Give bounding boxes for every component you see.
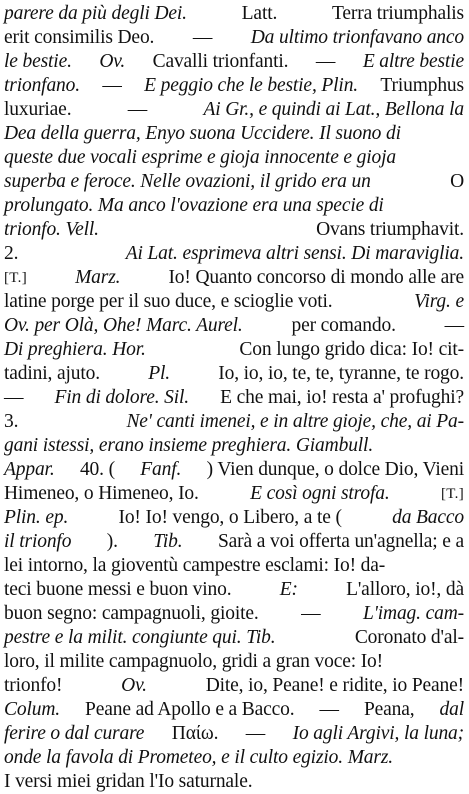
text-segment: parere da più degli Dei. — [4, 3, 187, 24]
text-segment: Ov. per Olà, Ohe! Marc. Aurel. — [4, 315, 243, 336]
text-line — [4, 50, 464, 74]
text-line — [4, 122, 464, 146]
text-line — [4, 218, 464, 242]
text-segment: pestre e la milit. congiunte qui. Tib. — [4, 627, 276, 648]
text-segment: dal — [439, 699, 464, 720]
text-segment: E: — [279, 579, 298, 600]
text-segment: E peggio che le bestie, Plin. — [144, 75, 359, 96]
text-segment: Virg. e — [414, 291, 464, 312]
text-segment: Ov. — [99, 51, 126, 72]
text-line — [4, 170, 464, 194]
text-segment: Io! Quanto concorso di mondo alle are — [168, 267, 464, 288]
text-line — [4, 626, 464, 650]
text-segment: Sarà a voi offerta un'agnella; e a — [217, 531, 464, 552]
text-segment: I versi miei gridan l'Io saturnale. — [4, 771, 253, 792]
text-line — [4, 98, 464, 122]
text-segment: Dite, io, Peane! e ridite, io Peane! — [205, 675, 464, 696]
text-line — [4, 242, 464, 266]
text-line — [4, 314, 464, 338]
text-segment: per comando. — [291, 315, 396, 336]
text-line — [4, 74, 464, 98]
text-segment: E che mai, io! resta a' profughi? — [220, 387, 464, 408]
text-segment: loro, il milite campagnuolo, gridi a gran voce: Io! — [4, 651, 383, 672]
text-segment: latine porge per il suo duce, e scioglie voti. — [4, 291, 333, 312]
text-segment: [T.] — [441, 486, 464, 502]
text-segment: superba e feroce. Nelle ovazioni, il grido era un — [4, 171, 371, 192]
text-segment: Peana, — [363, 699, 415, 720]
text-line — [4, 554, 464, 578]
text-segment: ferire o dal curare — [4, 723, 145, 744]
text-segment: L'imag. cam- — [363, 603, 464, 624]
text-segment: — — [102, 75, 122, 96]
text-segment: Παίω. — [171, 723, 219, 744]
text-line — [4, 434, 464, 458]
text-segment: — — [4, 387, 24, 408]
text-segment: le bestie. — [4, 51, 72, 72]
text-line — [4, 194, 464, 218]
text-segment: — — [245, 723, 266, 744]
text-segment: Ne' canti imenei, e in altre gioje, che, ai Pa- — [126, 411, 464, 432]
text-segment: 2. — [4, 243, 19, 264]
text-segment: Ai Lat. esprimeva altri sensi. Di maraviglia. — [125, 243, 464, 264]
text-segment: prolungato. Ma anco l'ovazione era una specie di — [4, 195, 384, 216]
text-segment: ). — [106, 531, 118, 552]
text-segment: O — [450, 171, 464, 192]
text-segment: Da ultimo trionfavano anco — [250, 27, 464, 48]
text-segment: ) Vien dunque, o dolce Dio, Vieni — [206, 459, 464, 480]
text-segment: Himeneo, o Himeneo, Io. — [4, 483, 199, 504]
text-segment: Ai Gr., e quindi ai Lat., Bellona la — [203, 99, 464, 120]
text-segment: — — [444, 315, 464, 336]
text-segment: L'alloro, io!, dà — [346, 579, 464, 600]
text-segment: Appar. — [4, 459, 55, 480]
text-segment: [T.] — [4, 270, 27, 286]
text-segment: Latt. — [241, 3, 278, 24]
text-line — [4, 2, 464, 26]
text-segment: Di preghiera. Hor. — [4, 339, 146, 360]
text-segment: — — [315, 51, 336, 72]
text-line — [4, 770, 464, 794]
text-line — [4, 674, 464, 698]
text-segment: E così ogni strofa. — [250, 483, 390, 504]
text-segment: queste due vocali esprime e gioja innocente e gioja — [4, 147, 396, 168]
text-segment: 40. ( — [79, 459, 115, 480]
dictionary-page — [4, 2, 464, 794]
text-segment: Fin di dolore. Sil. — [54, 387, 190, 408]
text-segment: Ovans triumphavit. — [316, 219, 464, 240]
text-segment: buon segno: campagnuoli, gioite. — [4, 603, 259, 624]
text-segment: Pl. — [148, 363, 170, 384]
text-segment: onde la favola di Prometeo, e il culto egizio. Marz. — [4, 747, 393, 768]
text-line — [4, 578, 464, 602]
text-segment: — — [127, 99, 148, 120]
text-line — [4, 530, 464, 554]
text-line — [4, 290, 464, 314]
text-segment: gani istessi, erano insieme preghiera. Giambull. — [4, 435, 374, 456]
text-segment: E altre bestie — [362, 51, 464, 72]
text-segment: Peane ad Apollo e a Bacco. — [85, 699, 295, 720]
text-line — [4, 362, 464, 386]
text-segment: trionfo. Vell. — [4, 219, 99, 240]
text-segment: Fanf. — [140, 459, 182, 480]
text-segment: Io agli Argivi, la luna; — [292, 723, 464, 744]
text-segment: teci buone messi e buon vino. — [4, 579, 232, 600]
text-line — [4, 26, 464, 50]
text-line — [4, 650, 464, 674]
text-segment: Triumphus — [380, 75, 464, 96]
text-line — [4, 602, 464, 626]
text-line — [4, 266, 464, 290]
text-segment: 3. — [4, 411, 19, 432]
text-segment: Io! Io! vengo, o Libero, a te ( — [118, 507, 342, 528]
text-segment: tadini, ajuto. — [4, 363, 100, 384]
text-segment: Con lungo grido dica: Io! cit- — [239, 339, 464, 360]
text-segment: Marz. — [75, 267, 121, 288]
text-segment: da Bacco — [392, 507, 464, 528]
text-segment: erit consimilis Deo. — [4, 27, 155, 48]
text-line — [4, 458, 464, 482]
text-segment: lei intorno, la gioventù campestre esclami: Io! da- — [4, 555, 386, 576]
text-line — [4, 146, 464, 170]
text-segment: luxuriae. — [4, 99, 72, 120]
text-line — [4, 482, 464, 506]
text-segment: il trionfo — [4, 531, 72, 552]
text-segment: Terra triumphalis — [331, 3, 464, 24]
text-line — [4, 386, 464, 410]
text-line — [4, 698, 464, 722]
text-line — [4, 746, 464, 770]
text-segment: Tib. — [153, 531, 183, 552]
text-segment: — — [192, 27, 213, 48]
text-segment: Dea della guerra, Enyo suona Uccidere. Il suono di — [4, 123, 401, 144]
text-line — [4, 410, 464, 434]
text-line — [4, 506, 464, 530]
text-segment: Ov. — [121, 675, 147, 696]
text-segment: Coronato d'al- — [354, 627, 464, 648]
text-segment: Io, io, io, te, te, tyranne, te rogo. — [218, 363, 464, 384]
text-segment: — — [301, 603, 321, 624]
text-segment: — — [319, 699, 339, 720]
text-segment: Cavalli trionfanti. — [152, 51, 289, 72]
text-line — [4, 338, 464, 362]
text-line — [4, 722, 464, 746]
text-segment: trionfano. — [4, 75, 80, 96]
text-segment: trionfo! — [4, 675, 63, 696]
text-segment: Colum. — [4, 699, 60, 720]
text-segment: Plin. ep. — [4, 507, 69, 528]
